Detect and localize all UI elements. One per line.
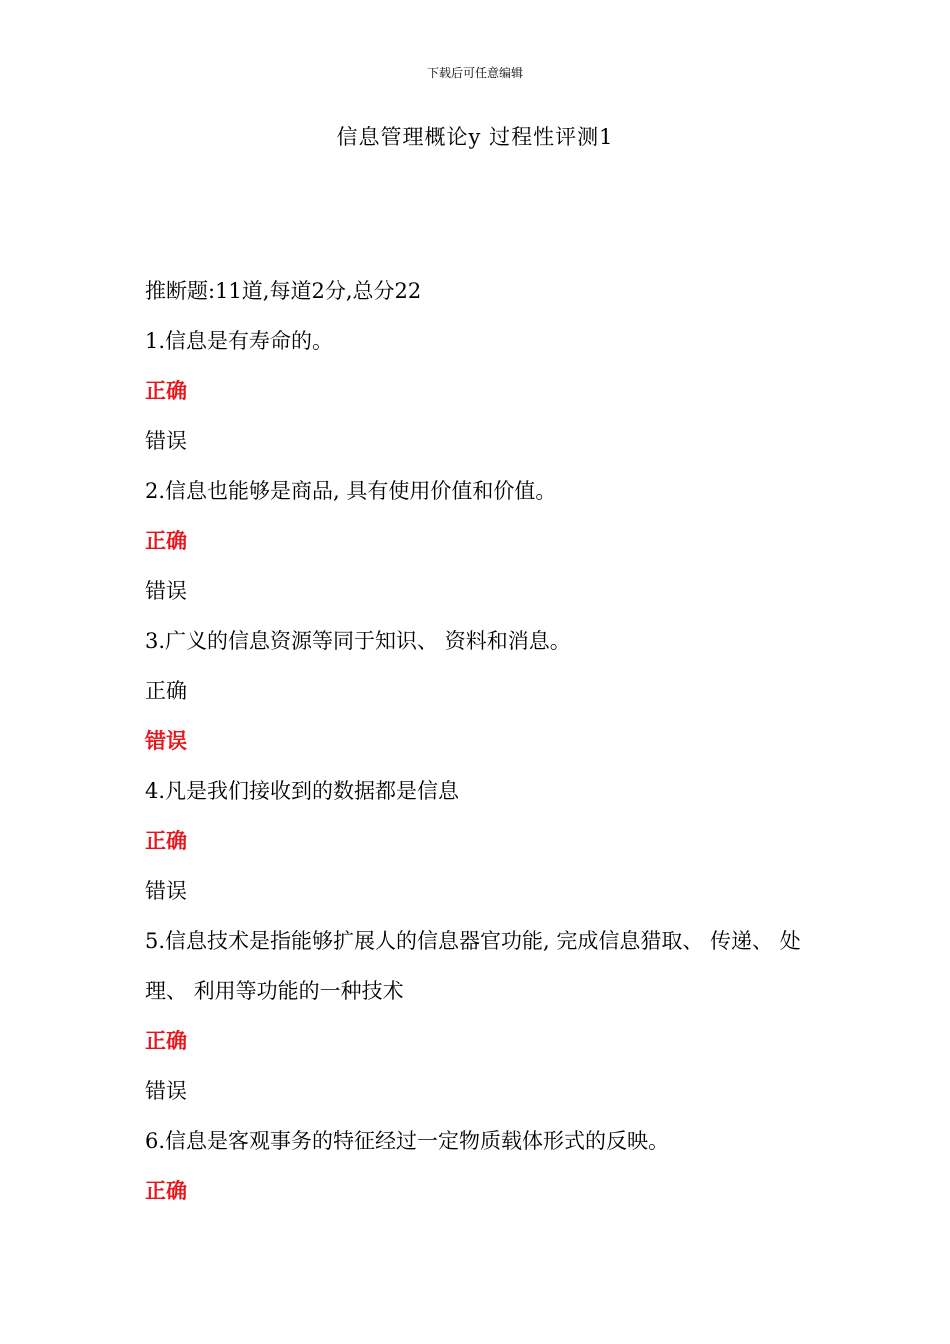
answer-option-true: 正确 [145, 528, 187, 553]
document-title: 信息管理概论y 过程性评测1 [336, 125, 614, 149]
question-6 [145, 1116, 815, 1216]
section-heading: 推断题:11道,每道2分,总分22 [145, 279, 422, 303]
question-content [145, 266, 815, 1216]
answer-option-true: 正确 [145, 1028, 187, 1053]
answer-option-false: 错误 [145, 579, 187, 603]
answer-option-false: 错误 [145, 728, 187, 753]
header-note: 下载后可任意编辑 [426, 66, 523, 80]
question-text: 6.信息是客观事务的特征经过一定物质载体形式的反映。 [145, 1129, 670, 1153]
answer-option-false: 错误 [145, 879, 187, 903]
answer-option-true: 正确 [145, 679, 187, 703]
question-text: 2.信息也能够是商品, 具有使用价值和价值。 [145, 479, 557, 503]
question-4 [145, 766, 815, 916]
question-text: 1.信息是有寿命的。 [145, 329, 334, 353]
answer-option-true: 正确 [145, 828, 187, 853]
answer-option-false: 错误 [145, 429, 187, 453]
question-text: 3.广义的信息资源等同于知识、 资料和消息。 [145, 629, 571, 653]
answer-option-true: 正确 [145, 378, 187, 403]
answer-option-false: 错误 [145, 1079, 187, 1103]
question-text: 4.凡是我们接收到的数据都是信息 [145, 779, 460, 803]
question-5 [145, 916, 815, 1116]
question-3 [145, 616, 815, 766]
question-text: 5.信息技术是指能够扩展人的信息器官功能, 完成信息猎取、 传递、 处理、 利用等功能的一种技术 [145, 929, 801, 1003]
question-2 [145, 466, 815, 616]
answer-option-true: 正确 [145, 1178, 187, 1203]
question-1 [145, 316, 815, 466]
